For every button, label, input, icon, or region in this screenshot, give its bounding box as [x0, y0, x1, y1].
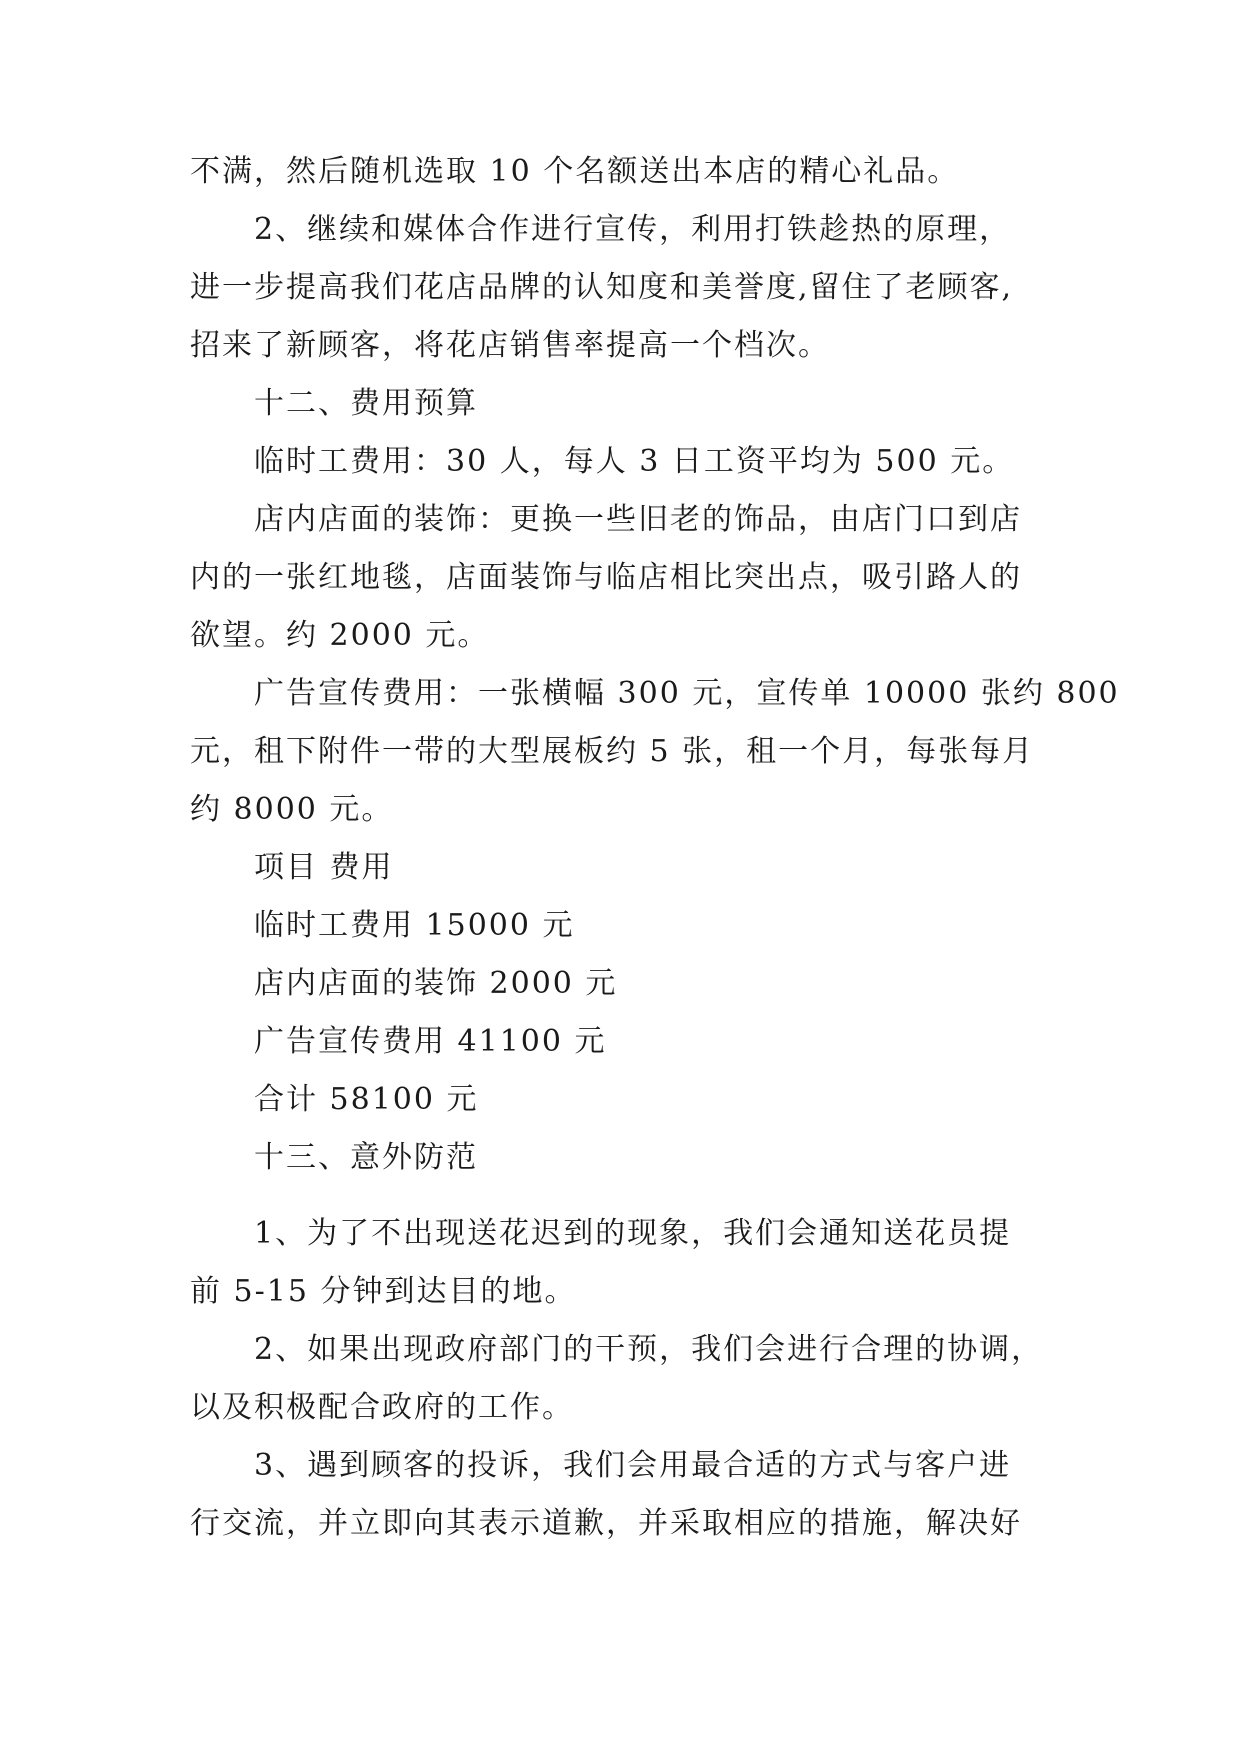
paragraph-line: 前 5-15 分钟到达目的地。 [190, 1274, 577, 1309]
paragraph-line: 以及积极配合政府的工作。 [190, 1390, 574, 1425]
paragraph-line: 不满，然后随机选取 10 个名额送出本店的精心礼品。 [190, 154, 960, 189]
section-heading: 十二、费用预算 [254, 386, 478, 421]
paragraph-line: 内的一张红地毯，店面装饰与临店相比突出点，吸引路人的 [190, 560, 1022, 595]
budget-table-header: 项目 费用 [254, 850, 394, 885]
paragraph-line: 进一步提高我们花店品牌的认知度和美誉度,留住了老顾客, [190, 270, 1014, 305]
budget-row: 广告宣传费用 41100 元 [254, 1024, 607, 1059]
budget-total-row: 合计 58100 元 [254, 1082, 479, 1117]
paragraph-line: 临时工费用：30 人，每人 3 日工资平均为 500 元。 [254, 444, 1015, 479]
paragraph-line: 欲望。约 2000 元。 [190, 618, 490, 653]
paragraph-line: 店内店面的装饰：更换一些旧老的饰品，由店门口到店 [254, 502, 1022, 537]
paragraph-line: 2、继续和媒体合作进行宣传，利用打铁趁热的原理， [254, 212, 1012, 247]
budget-row: 店内店面的装饰 2000 元 [254, 966, 618, 1001]
paragraph-line: 3、遇到顾客的投诉，我们会用最合适的方式与客户进 [254, 1448, 1012, 1483]
paragraph-line: 元，租下附件一带的大型展板约 5 张，租一个月，每张每月 [190, 734, 1035, 769]
paragraph-line: 广告宣传费用：一张横幅 300 元，宣传单 10000 张约 800 [254, 676, 1120, 711]
paragraph-line: 1、为了不出现送花迟到的现象，我们会通知送花员提 [254, 1216, 1012, 1251]
paragraph-line: 行交流，并立即向其表示道歉，并采取相应的措施，解决好 [190, 1506, 1022, 1541]
paragraph-line: 约 8000 元。 [190, 792, 394, 827]
section-heading: 十三、意外防范 [254, 1140, 478, 1175]
paragraph-line: 2、如果出现政府部门的干预，我们会进行合理的协调， [254, 1332, 1044, 1367]
budget-row: 临时工费用 15000 元 [254, 908, 575, 943]
paragraph-line: 招来了新顾客，将花店销售率提高一个档次。 [190, 328, 830, 363]
